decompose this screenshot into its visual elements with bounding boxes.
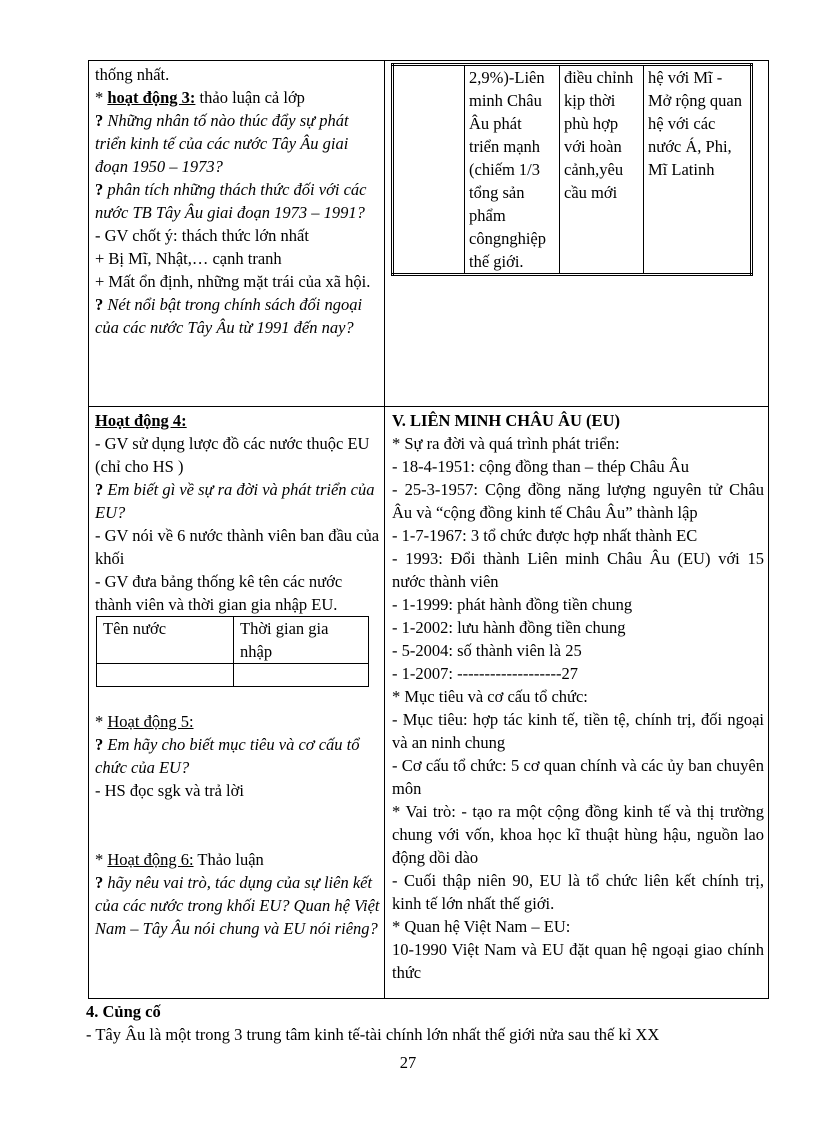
footer (86, 1000, 766, 1046)
table-cell: 2,9%)-Liên minh Châu Âu phát triển mạnh (chiếm 1/3 tổng sản phẩm côngnghiệp thế giới. (465, 65, 560, 275)
content-line: - 25-3-1957: Cộng đồng năng lượng nguyên tử Châu Âu và “cộng đồng kinh tế Châu Âu” thành lập (392, 480, 764, 522)
content-line: - Cuối thập niên 90, EU là tổ chức liên kết chính trị, kinh tế lớn nhất thế giới. (392, 871, 764, 913)
text-line: - GV chốt ý: thách thức lớn nhất (95, 226, 309, 245)
content-line: - Mục tiêu: hợp tác kinh tế, tiền tệ, chính trị, đối ngoại và an ninh chung (392, 710, 764, 752)
question-text: Em biết gì về sự ra đời và phát triển của EU? (95, 480, 375, 522)
question: ? hãy nêu vai trò, tác dụng của sự liên kết của các nước trong khối EU? Quan hệ Việt Nam – Tây Âu nói chung và EU nói riêng? (95, 873, 380, 938)
content-line: - 1-2002: lưu hành đồng tiền chung (392, 618, 626, 637)
table-header: Thời gian gia nhập (234, 617, 369, 664)
text-line: + Bị Mĩ, Nhật,… cạnh tranh (95, 249, 282, 268)
question-text: hãy nêu vai trò, tác dụng của sự liên kết của các nước trong khối EU? Quan hệ Việt Nam – Tây Âu nói chung và EU nói riêng? (95, 873, 380, 938)
content-line: * Vai trò: - tạo ra một cộng đồng kinh tế và thị trường chung với vốn, khoa học kĩ thuật hùng hậu, nguồn lao động dồi dào (392, 802, 764, 867)
content-line: - Cơ cấu tổ chức: 5 cơ quan chính và các ủy ban chuyên môn (392, 756, 764, 798)
text-line: - GV đưa bảng thống kê tên các nước thành viên và thời gian gia nhập EU. (95, 572, 343, 614)
activity-3-text: thảo luận cả lớp (195, 88, 305, 107)
footer-text: - Tây Âu là một trong 3 trung tâm kinh tế-tài chính lớn nhất thế giới nửa sau thế kỉ XX (86, 1025, 660, 1044)
activity-6-text: Thảo luận (193, 850, 264, 869)
question: ? Em hãy cho biết mục tiêu và cơ cấu tổ chức của EU? (95, 735, 360, 777)
activity-5-line (95, 710, 380, 733)
activity-6-line (95, 848, 380, 871)
country-table (96, 616, 369, 687)
content-line: - 1-1999: phát hành đồng tiền chung (392, 595, 633, 614)
question: ? Em biết gì về sự ra đời và phát triển của EU? (95, 480, 375, 522)
table-cell-empty (234, 664, 369, 687)
table-cell-empty (97, 664, 234, 687)
text-line: - HS đọc sgk và trả lời (95, 781, 244, 800)
content-line: * Sự ra đời và quá trình phát triển: (392, 434, 620, 453)
content-line: - 1-7-1967: 3 tổ chức được hợp nhất thành EC (392, 526, 698, 545)
page-number: 27 (399, 1053, 417, 1072)
eu-content (392, 432, 764, 984)
row1-right-cell (385, 61, 769, 407)
activity-3-line: * hoạt động 3: thảo luận cả lớp (95, 88, 305, 107)
content-line: * Quan hệ Việt Nam – EU: (392, 917, 571, 936)
question-text: Nét nổi bật trong chính sách đối ngoại của các nước Tây Âu từ 1991 đến nay? (95, 295, 363, 337)
footer-heading: 4. Củng cố (86, 1002, 161, 1021)
text-line: - GV sử dụng lược đồ các nước thuộc EU (chỉ cho HS ) (95, 434, 370, 476)
row2-left-cell (89, 407, 385, 999)
question-text: phân tích những thách thức đối với các nước TB Tây Âu giai đoạn 1973 – 1991? (95, 180, 367, 222)
content-line: * Mục tiêu và cơ cấu tổ chức: (392, 687, 588, 706)
row1-left-cell (89, 61, 385, 407)
bullet: * (95, 712, 108, 731)
content-line: - 5-2004: số thành viên là 25 (392, 641, 582, 660)
content-line: - 18-4-1951: cộng đồng than – thép Châu Âu (392, 457, 689, 476)
section-title: V. LIÊN MINH CHÂU ÂU (EU) (392, 411, 620, 430)
lesson-table (88, 60, 769, 999)
table-cell: hệ với Mĩ - Mở rộng quan hệ với các nước Á, Phi, Mĩ Latinh (644, 65, 752, 275)
activity-4-title: Hoạt động 4: (95, 411, 187, 430)
question-text: Những nhân tố nào thúc đẩy sự phát triển kinh tế của các nước Tây Âu giai đoạn 1950 – 1973? (95, 111, 349, 176)
table-header: Tên nước (97, 617, 234, 664)
content-line: 10-1990 Việt Nam và EU đặt quan hệ ngoại giao chính thức (392, 940, 764, 982)
text-line: - GV nói về 6 nước thành viên ban đầu của khối (95, 526, 380, 568)
text-line: thống nhất. (95, 65, 170, 84)
activity-5-label: Hoạt động 5: (107, 712, 194, 731)
activity-3-label: hoạt động 3: (107, 88, 196, 107)
content-line: - 1-2007: -------------------27 (392, 664, 578, 683)
activity-6-label: Hoạt động 6: (107, 850, 194, 869)
content-line: - 1993: Đổi thành Liên minh Châu Âu (EU) với 15 nước thành viên (392, 549, 764, 591)
table-cell: điều chỉnh kịp thời phù hợp với hoàn cảnh,yêu cầu mới (560, 65, 644, 275)
table-cell-empty (393, 65, 465, 275)
question: ? phân tích những thách thức đối với các nước TB Tây Âu giai đoạn 1973 – 1991? (95, 180, 367, 222)
question: ? Nét nổi bật trong chính sách đối ngoại của các nước Tây Âu từ 1991 đến nay? (95, 295, 363, 337)
row2-right-cell (385, 407, 769, 999)
question-text: Em hãy cho biết mục tiêu và cơ cấu tổ chức của EU? (95, 735, 360, 777)
comparison-table (391, 63, 753, 276)
bullet: * (95, 850, 108, 869)
text-line: + Mất ổn định, những mặt trái của xã hội. (95, 272, 371, 291)
question: ? Những nhân tố nào thúc đẩy sự phát triển kinh tế của các nước Tây Âu giai đoạn 1950 – 1973? (95, 111, 349, 176)
